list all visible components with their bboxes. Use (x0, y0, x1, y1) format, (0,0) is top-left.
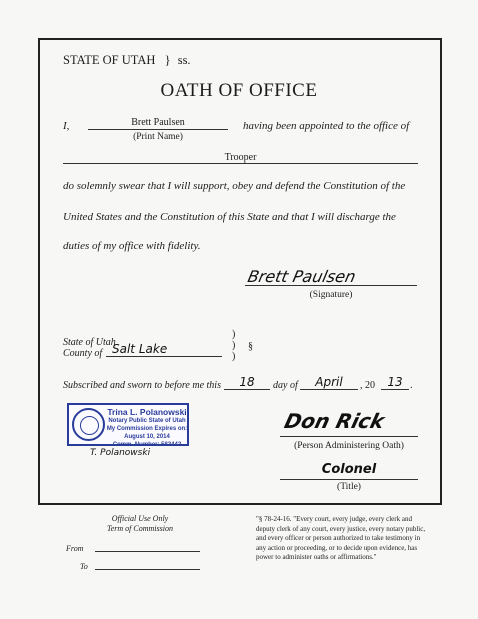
to-line (95, 569, 200, 570)
print-name-line (88, 129, 228, 130)
signature-caption: (Signature) (309, 290, 353, 300)
notary-stamp (67, 403, 189, 446)
office-line (63, 163, 418, 164)
from-line (95, 551, 200, 552)
from-label: From (66, 544, 84, 553)
year-value: 13 (387, 375, 403, 389)
day-value: 18 (239, 375, 255, 389)
notary-line-4: Comm. Number: 583442 (112, 442, 182, 448)
county-value: Salt Lake (112, 342, 168, 356)
notary-line-1: Notary Public State of Utah (108, 418, 186, 424)
oath-line-2: United States and the Constitution of this State and that I will discharge the (63, 211, 396, 223)
subscribed-end: . (410, 380, 413, 391)
county-line (106, 356, 222, 357)
day-of-label: day of (273, 380, 298, 391)
year-prefix: , 20 (360, 380, 375, 391)
print-name-value: Brett Paulsen (131, 117, 185, 128)
print-name-caption: (Print Name) (133, 132, 183, 142)
state-label: STATE OF UTAH (63, 53, 156, 67)
official-use-subheading: Term of Commission (107, 524, 173, 533)
venue-bracket: } (164, 53, 171, 67)
title-caption: (Title) (337, 482, 361, 492)
office-value: Trooper (224, 152, 257, 163)
administering-signature: Don Rick (282, 409, 387, 433)
month-line (300, 389, 358, 390)
statute-line-4: any action or proceeding, or to decide upon evidence, has (256, 543, 418, 552)
title-value: Colonel (321, 462, 377, 477)
oath-line-3: duties of my office with fidelity. (63, 240, 201, 252)
paren-2: ) (232, 340, 236, 351)
notary-seal-icon (72, 408, 105, 441)
statute-block (256, 515, 425, 563)
state-header (63, 53, 191, 68)
paren-1: ) (232, 329, 236, 340)
signature-line (245, 285, 417, 286)
section-symbol: § (248, 341, 253, 352)
appointed-text: having been appointed to the office of (243, 120, 410, 132)
stamp-text (106, 407, 188, 449)
statute-line-2: deputy clerk of any court, every justice, every notary public, (256, 524, 426, 533)
venue-state: State of Utah (63, 337, 116, 348)
page-title: OATH OF OFFICE (160, 80, 318, 101)
paren-3: ) (232, 351, 236, 362)
notary-line-3: August 10, 2014 (124, 434, 170, 440)
notary-name: Trina L. Polanowski (107, 407, 187, 417)
pronoun-label: I, (63, 120, 70, 132)
to-label: To (80, 562, 88, 571)
month-value: April (315, 375, 343, 389)
year-line (381, 389, 409, 390)
notary-signature: T. Polanowski (90, 448, 151, 458)
day-line (224, 389, 270, 390)
ss-label: ss. (177, 53, 191, 67)
administering-line (280, 436, 418, 437)
statute-line-5: power to administer oaths or affirmations." (256, 553, 377, 561)
statute-line-3: and every officer or person authorized to take testimony in (256, 534, 421, 542)
official-use-heading: Official Use Only (111, 514, 169, 523)
venue-county-label: County of (63, 348, 103, 359)
oath-line-1: do solemnly swear that I will support, obey and defend the Constitution of the (63, 180, 406, 192)
title-line (280, 479, 418, 480)
subscribed-text: Subscribed and sworn to before me this (63, 380, 221, 391)
administering-caption: (Person Administering Oath) (294, 441, 404, 451)
oath-signature: Brett Paulsen (245, 267, 358, 286)
notary-line-2: My Commission Expires on: (106, 426, 188, 432)
statute-line-1: "§ 78-24-16. "Every court, every judge, every clerk and (256, 515, 412, 523)
